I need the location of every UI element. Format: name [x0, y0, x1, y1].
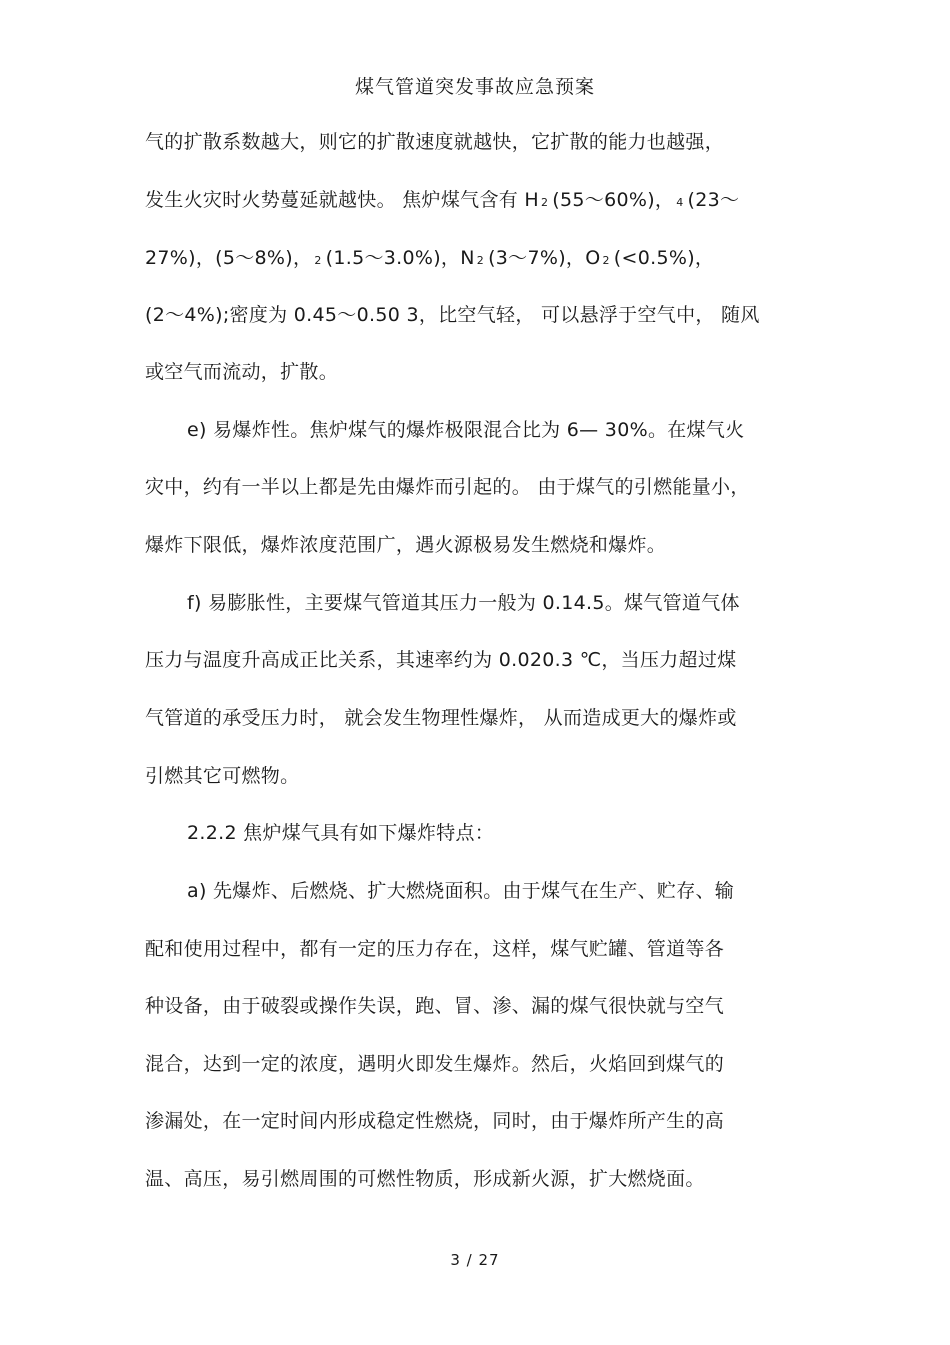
text-fragment: 发生火灾时火势蔓延就越快。 焦炉煤气含有 H	[145, 189, 539, 211]
text-fragment: (55～60%)，	[552, 189, 675, 211]
text-line: 压力与温度升高成正比关系，其速率约为 0.020.3 ℃，当压力超过煤	[145, 649, 737, 671]
text-line: 爆炸下限低，爆炸浓度范围广，遇火源极易发生燃烧和爆炸。	[145, 534, 667, 556]
text-line: 种设备，由于破裂或操作失误，跑、冒、渗、漏的煤气很快就与空气	[145, 995, 725, 1017]
text-line: 或空气而流动，扩散。	[145, 361, 339, 383]
text-fragment: (<0.5%)，	[613, 247, 715, 269]
text-fragment: (1.5～3.0%)，N	[325, 247, 475, 269]
text-line: 渗漏处，在一定时间内形成稳定性燃烧，同时，由于爆炸所产生的高	[145, 1110, 725, 1132]
text-line	[145, 185, 739, 212]
document-header-title: 煤气管道突发事故应急预案	[354, 76, 595, 98]
text-line: 温、高压，易引燃周围的可燃性物质，形成新火源，扩大燃烧面。	[145, 1168, 705, 1190]
paragraph-f-start: f) 易膨胀性，主要煤气管道其压力一般为 0.14.5。煤气管道气体	[187, 592, 740, 614]
section-heading: 2.2.2 焦炉煤气具有如下爆炸特点：	[187, 822, 495, 844]
subscript: 2	[476, 254, 485, 267]
page-number: 3 / 27	[450, 1251, 500, 1269]
text-line: 混合，达到一定的浓度，遇明火即发生爆炸。然后，火焰回到煤气的	[145, 1053, 725, 1075]
text-line: 引燃其它可燃物。	[145, 765, 300, 787]
text-line: 气管道的承受压力时， 就会发生物理性爆炸， 从而造成更大的爆炸或	[145, 707, 737, 729]
text-line: 灾中，约有一半以上都是先由爆炸而引起的。 由于煤气的引燃能量小，	[145, 476, 750, 498]
text-fragment: (3～7%)，O	[488, 247, 601, 269]
subscript: 2	[540, 196, 549, 209]
paragraph-e-start: e) 易爆炸性。焦炉煤气的爆炸极限混合比为 6— 30%。在煤气火	[187, 419, 745, 441]
text-line: 配和使用过程中，都有一定的压力存在，这样，煤气贮罐、管道等各	[145, 938, 725, 960]
subscript: 2	[602, 254, 610, 267]
subscript: 4	[676, 196, 684, 209]
text-fragment: (23～	[687, 189, 740, 211]
text-line: (2～4%);密度为 0.45～0.50 3，比空气轻， 可以悬浮于空气中， 随风	[145, 304, 760, 326]
text-fragment: 27%)，(5～8%)，	[145, 247, 313, 269]
subscript: 2	[314, 254, 322, 267]
paragraph-a-start: a) 先爆炸、后燃烧、扩大燃烧面积。由于煤气在生产、贮存、输	[187, 880, 735, 902]
text-line: 气的扩散系数越大，则它的扩散速度就越快，它扩散的能力也越强，	[145, 131, 725, 153]
text-line	[145, 243, 714, 270]
